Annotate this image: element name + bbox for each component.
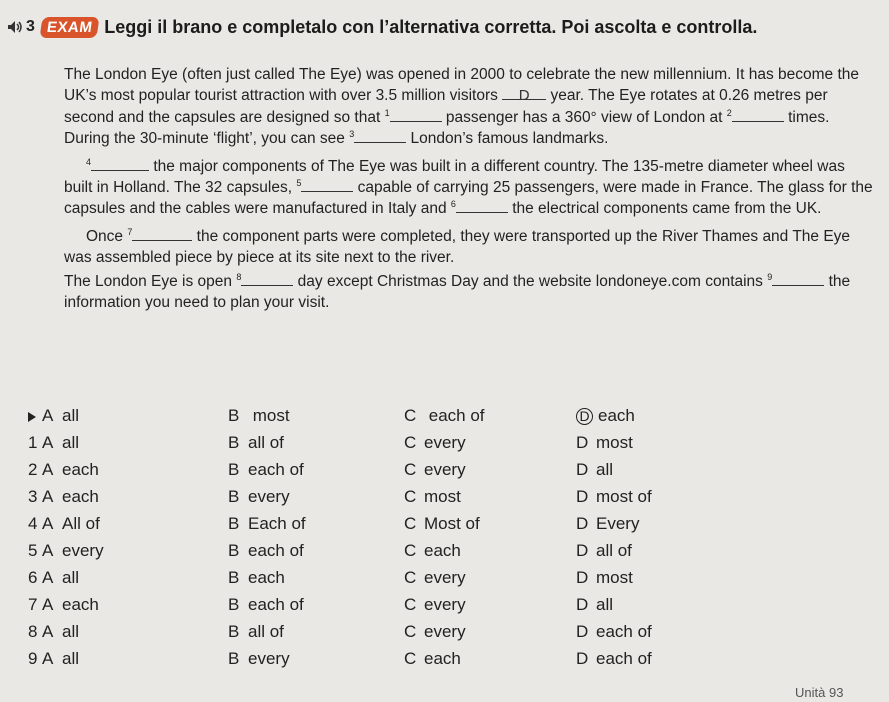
option-a[interactable] — [28, 622, 79, 642]
option-b[interactable] — [228, 406, 290, 426]
blank-6[interactable] — [456, 198, 508, 213]
question-number: 8 — [28, 622, 38, 641]
option-text: every — [424, 460, 466, 479]
option-letter: D — [576, 487, 589, 506]
option-text: all — [62, 433, 80, 452]
blank-number: 2 — [726, 107, 732, 118]
option-row — [28, 647, 868, 674]
passage-text: Once — [86, 227, 128, 245]
option-letter: D — [576, 568, 589, 587]
option-d[interactable] — [576, 541, 632, 561]
option-letter: C — [404, 622, 417, 641]
option-a[interactable] — [28, 595, 99, 615]
blank-4[interactable] — [91, 156, 149, 171]
option-b[interactable] — [228, 514, 306, 534]
option-letter: C — [404, 433, 417, 452]
passage-text: day except Christmas Day and the website londoneye.com contains — [293, 272, 768, 290]
option-d[interactable] — [576, 622, 652, 642]
question-number: 1 — [28, 433, 38, 452]
option-row — [28, 593, 868, 620]
option-text: most of — [596, 487, 652, 506]
question-number: 9 — [28, 649, 38, 668]
option-text: most — [252, 406, 290, 425]
option-text: all — [596, 460, 614, 479]
option-letter: D — [576, 649, 589, 668]
option-text: each — [62, 460, 99, 479]
option-text: all of — [596, 541, 632, 560]
option-letter: C — [404, 406, 417, 425]
option-text: every — [424, 595, 466, 614]
option-letter: A — [42, 514, 54, 533]
option-letter: D — [576, 541, 589, 560]
option-text: most — [596, 568, 633, 587]
passage-text: London’s famous landmarks. — [406, 130, 609, 148]
option-letter: A — [42, 460, 54, 479]
blank-number: 9 — [767, 271, 773, 282]
blank-number: 7 — [127, 226, 133, 237]
option-row — [28, 620, 868, 647]
option-c[interactable] — [404, 487, 461, 507]
blank-number: 6 — [450, 199, 456, 210]
paragraph-4 — [64, 271, 876, 314]
option-letter: A — [42, 595, 54, 614]
option-letter: D — [576, 460, 589, 479]
degree-sign: ° — [590, 108, 597, 126]
paragraph-2 — [64, 156, 876, 220]
option-a[interactable] — [28, 406, 79, 426]
option-b[interactable] — [228, 487, 290, 507]
option-text: each — [424, 541, 461, 560]
option-letter: C — [404, 649, 417, 668]
option-letter: D — [576, 433, 589, 452]
option-text: each of — [248, 541, 304, 560]
option-text: each — [598, 406, 635, 425]
option-letter: B — [228, 595, 240, 614]
option-text: Each of — [248, 514, 306, 533]
passage-text: The London Eye is open — [64, 272, 237, 290]
selected-option-circle: D — [576, 408, 593, 425]
option-letter: B — [228, 433, 240, 452]
option-text: every — [424, 568, 466, 587]
passage-text: The London Eye (often just called The Eye) was opened in 2000 to celebrate the new millennium. It has become the UK’s most popular tourist attraction with over 3.5 million visitors — [64, 66, 860, 105]
blank-8[interactable] — [241, 271, 293, 286]
option-text: each of — [596, 649, 652, 668]
option-d[interactable] — [576, 649, 652, 669]
option-letter: A — [42, 541, 54, 560]
reading-passage — [64, 64, 876, 313]
option-letter: B — [228, 622, 240, 641]
option-b[interactable] — [228, 460, 304, 480]
option-letter: C — [404, 460, 417, 479]
blank-number: 3 — [349, 129, 355, 140]
option-b[interactable] — [228, 622, 284, 642]
option-text: all of — [248, 433, 284, 452]
question-number: 3 — [28, 487, 38, 506]
option-letter: A — [42, 487, 54, 506]
option-text: every — [424, 622, 466, 641]
option-letter: C — [404, 541, 417, 560]
audio-speaker-icon[interactable] — [6, 18, 24, 36]
blank-5[interactable] — [301, 177, 353, 192]
option-letter: A — [42, 433, 54, 452]
option-c[interactable] — [404, 568, 466, 588]
option-b[interactable] — [228, 433, 284, 453]
option-a[interactable] — [28, 487, 99, 507]
exercise-number: 3 — [26, 18, 35, 35]
option-letter: A — [42, 568, 54, 587]
option-letter: A — [42, 406, 54, 425]
option-c[interactable] — [404, 622, 466, 642]
blank-3[interactable] — [354, 128, 406, 143]
option-c[interactable] — [404, 460, 466, 480]
blank-number: 1 — [384, 107, 390, 118]
exam-badge: EXAM — [39, 17, 99, 38]
passage-text: year. The Eye rotates at 0.26 metres per second and the capsules are designed so that — [64, 87, 828, 126]
option-c[interactable] — [404, 595, 466, 615]
option-row-example — [28, 404, 868, 431]
option-letter: C — [404, 568, 417, 587]
option-a[interactable] — [28, 568, 79, 588]
passage-text: view of London at — [596, 108, 727, 126]
blank-2[interactable] — [732, 107, 784, 122]
option-b[interactable] — [228, 541, 304, 561]
paragraph-3 — [64, 226, 876, 269]
option-text: All of — [62, 514, 100, 533]
blank-number: 5 — [296, 177, 302, 188]
option-letter: B — [228, 514, 240, 533]
option-row — [28, 485, 868, 512]
answer-options — [28, 404, 868, 674]
option-text: every — [424, 433, 466, 452]
option-d[interactable] — [576, 595, 613, 615]
option-c[interactable] — [404, 649, 461, 669]
option-text: every — [248, 487, 290, 506]
option-letter: B — [228, 460, 240, 479]
example-answer: D — [518, 87, 530, 105]
option-letter: B — [228, 406, 240, 425]
option-c[interactable] — [404, 433, 466, 453]
passage-text: capable of carrying 25 passengers, were made in France. The glass for the capsules and the cables were manufactured in Italy and — [64, 179, 873, 218]
option-letter: C — [404, 487, 417, 506]
passage-text: the major components of The Eye was built in a different country. The 135-metre diameter wheel was built in Holland. The 32 capsules, — [64, 157, 845, 197]
option-text: Most of — [424, 514, 480, 533]
page-footer: Unità 93 — [795, 685, 844, 700]
option-text: each of — [596, 622, 652, 641]
option-a[interactable] — [28, 460, 99, 480]
option-text: all of — [248, 622, 284, 641]
option-text: every — [62, 541, 104, 560]
option-letter: C — [404, 595, 417, 614]
option-text: every — [248, 649, 290, 668]
passage-text: the electrical components came from the UK. — [507, 200, 822, 218]
option-text: all — [62, 649, 80, 668]
option-d-selected[interactable] — [576, 406, 635, 426]
question-number: 6 — [28, 568, 38, 587]
option-d[interactable] — [576, 433, 633, 453]
option-text: each — [62, 487, 99, 506]
exercise-instruction: Leggi il brano e completalo con l’alternativa corretta. Poi ascolta e controlla. — [104, 16, 758, 37]
option-row — [28, 512, 868, 539]
option-text: each of — [428, 406, 485, 425]
blank-number: 8 — [236, 271, 242, 282]
option-a[interactable] — [28, 541, 104, 561]
option-b[interactable] — [228, 649, 290, 669]
option-letter: D — [576, 514, 589, 533]
passage-text: times. During the 30-minute ‘flight’, you can see — [64, 108, 830, 148]
option-row — [28, 566, 868, 593]
question-number: 5 — [28, 541, 38, 560]
option-letter: D — [576, 595, 589, 614]
option-letter: C — [404, 514, 417, 533]
blank-9[interactable] — [772, 271, 824, 286]
option-text: each — [248, 568, 285, 587]
option-text: each of — [248, 460, 304, 479]
blank-1[interactable] — [390, 107, 442, 122]
example-answer-blank[interactable] — [502, 85, 546, 105]
option-b[interactable] — [228, 595, 304, 615]
option-a[interactable] — [28, 514, 100, 534]
option-text: all — [62, 622, 80, 641]
option-row — [28, 458, 868, 485]
option-b[interactable] — [228, 568, 285, 588]
option-row — [28, 431, 868, 458]
option-c[interactable] — [404, 406, 485, 426]
passage-text: passenger has a 360 — [441, 108, 591, 126]
option-letter: B — [228, 568, 240, 587]
question-number: 2 — [28, 460, 38, 479]
option-d[interactable] — [576, 487, 652, 507]
question-number: 7 — [28, 595, 38, 614]
option-letter: A — [42, 622, 54, 641]
blank-7[interactable] — [132, 226, 192, 241]
option-a[interactable] — [28, 649, 79, 669]
option-d[interactable] — [576, 568, 633, 588]
paragraph-1 — [64, 64, 876, 150]
option-c[interactable] — [404, 514, 480, 534]
option-text: Every — [596, 514, 640, 533]
option-text: each — [424, 649, 461, 668]
question-number: 4 — [28, 514, 38, 533]
option-text: all — [62, 406, 80, 425]
option-text: all — [596, 595, 614, 614]
option-letter: B — [228, 487, 240, 506]
option-letter: D — [576, 622, 589, 641]
option-letter: A — [42, 649, 54, 668]
option-a[interactable] — [28, 433, 79, 453]
option-text: most — [424, 487, 461, 506]
example-arrow-icon — [28, 412, 36, 422]
option-text: most — [596, 433, 633, 452]
option-row — [28, 539, 868, 566]
option-text: each of — [248, 595, 304, 614]
option-d[interactable] — [576, 460, 613, 480]
option-letter: B — [228, 541, 240, 560]
blank-number: 4 — [86, 156, 92, 167]
passage-text: the information you need to plan your visit. — [64, 272, 851, 312]
option-letter: B — [228, 649, 240, 668]
option-text: all — [62, 568, 80, 587]
option-text: each — [62, 595, 99, 614]
passage-text: the component parts were completed, they were transported up the River Thames and The Eye was assembled piece by piece at its site next to the river. — [64, 227, 851, 267]
exercise-header — [6, 12, 757, 42]
option-c[interactable] — [404, 541, 461, 561]
option-d[interactable] — [576, 514, 639, 534]
